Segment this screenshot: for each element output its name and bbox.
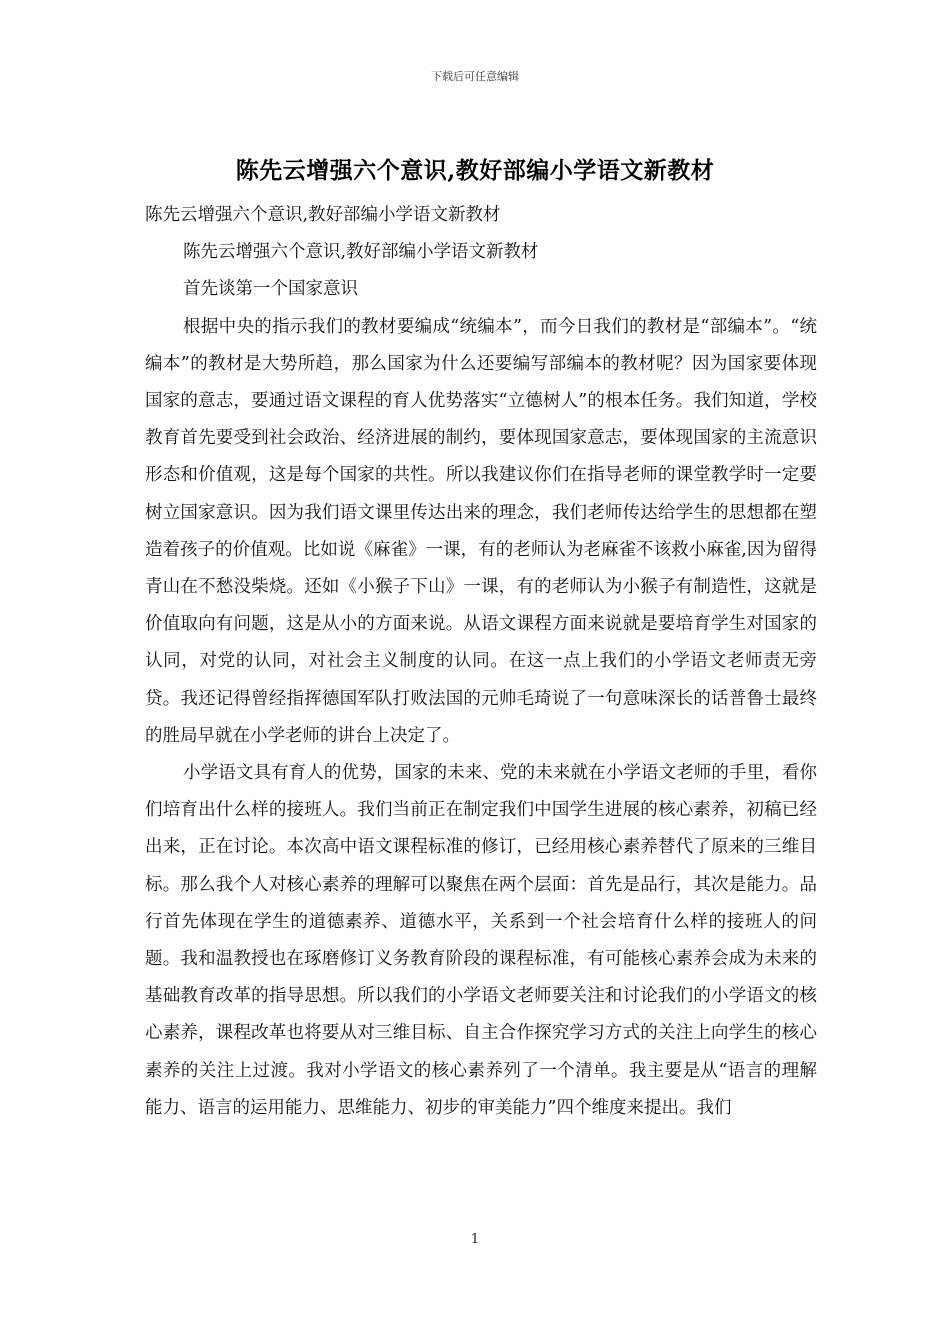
subtitle-line: 陈先云增强六个意识,教好部编小学语文新教材 (145, 205, 501, 225)
paragraph: 小学语文具有育人的优势，国家的未来、党的未来就在小学语文老师的手里，看你们培育出什么样的接班人。我们当前正在制定我们中国学生进展的核心素养，初稿已经出来，正在讨论。本次高中语文课程标准的修订，已经用核心素养替代了原来的三维目标。那么我个人对核心素养的理解可以聚焦在两个层面：首先是品行，其次是能力。品行首先体现在学生的道德素养、道德水平，关系到一个社会培育什么样的接班人的问题。我和温教授也在琢磨修订义务教育阶段的课程标准，有可能核心素养会成为未来的基础教育改革的指导思想。所以我们的小学语文老师要关注和讨论我们的小学语文的核心素养，课程改革也将要从对三维目标、自主合作探究学习方式的关注上向学生的核心素养的关注上过渡。我对小学语文的核心素养列了一个清单。我主要是从“语言的理解能力、语言的运用能力、思维能力、初步的审美能力”四个维度来提出。我们 (145, 763, 817, 1118)
paragraph: 根据中央的指示我们的教材要编成“统编本”，而今日我们的教材是“部编本”。“统编本”的教材是大势所趋，那么国家为什么还要编写部编本的教材呢？因为国家要体现国家的意志，要通过语文课程的育人优势落实“立德树人”的根本任务。我们知道，学校教育首先要受到社会政治、经济进展的制约，要体现国家意志，要体现国家的主流意识形态和价值观，这是每个国家的共性。所以我建议你们在指导老师的课堂教学时一定要树立国家意识。因为我们语文课里传达出来的理念，我们老师传达给学生的思想都在塑造着孩子的价值观。比如说《麻雀》一课，有的老师认为老麻雀不该救小麻雀,因为留得青山在不愁没柴烧。还如《小猴子下山》一课，有的老师认为小猴子有制造性，这就是价值取向有问题，这是从小的方面来说。从语文课程方面来说就是要培育学生对国家的认同，对党的认同，对社会主义制度的认同。在这一点上我们的小学语文老师责无旁贷。我还记得曾经指挥德国军队打败法国的元帅毛琦说了一句意味深长的话普鲁士最终的胜局早就在小学老师的讲台上决定了。 (145, 316, 817, 746)
header-note: 下载后可任意编辑 (431, 70, 519, 83)
section-heading: 首先谈第一个国家意识 (183, 279, 358, 300)
page-number: 1 (470, 1232, 480, 1247)
document-title: 陈先云增强六个意识,教好部编小学语文新教材 (235, 157, 715, 184)
subtitle-line-indented: 陈先云增强六个意识,教好部编小学语文新教材 (183, 242, 539, 263)
document-body (145, 197, 817, 1127)
